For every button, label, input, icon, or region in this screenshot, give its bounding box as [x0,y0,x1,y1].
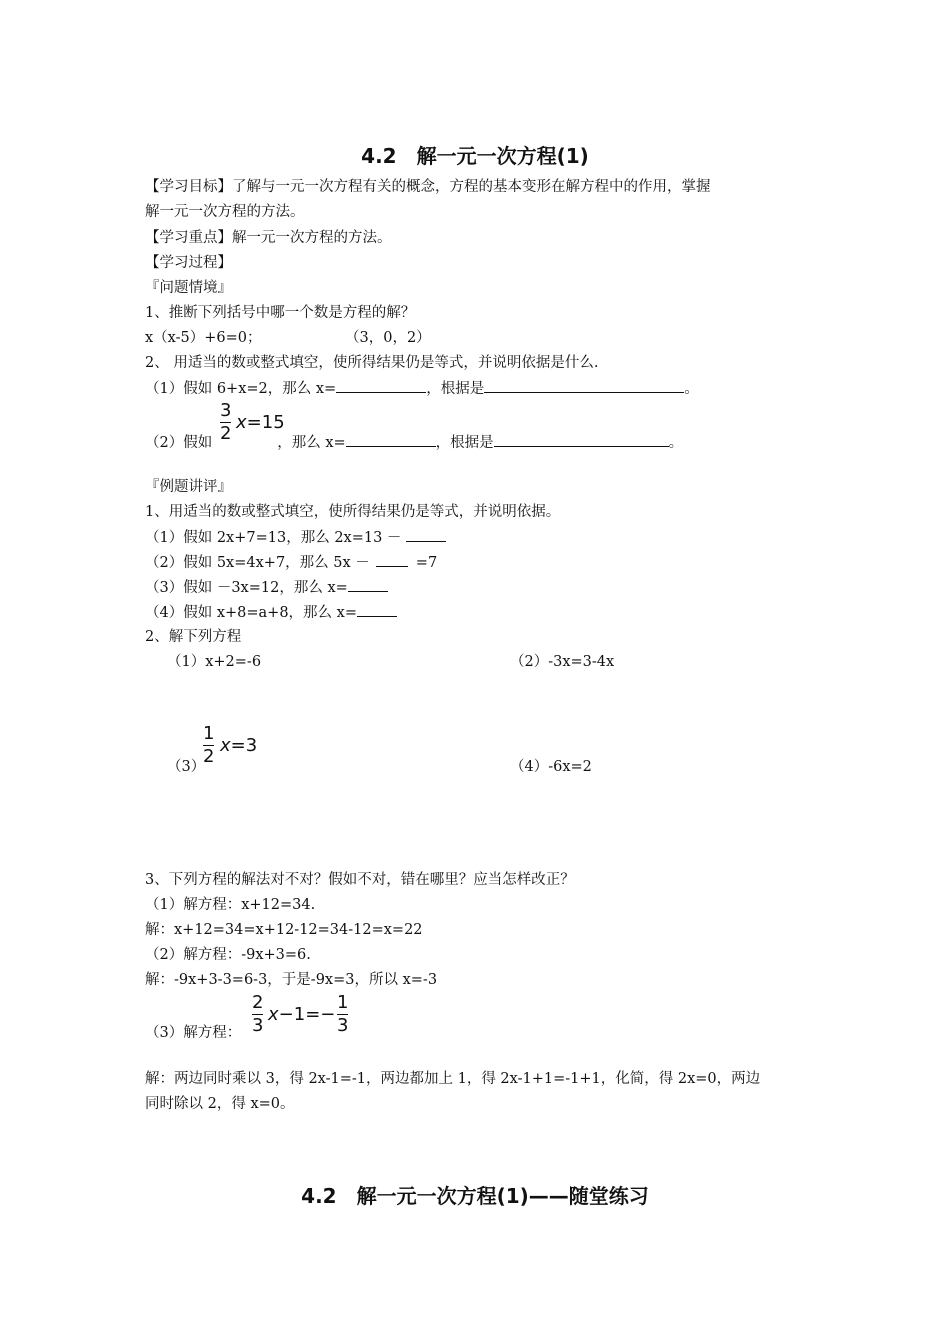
denominator: 2 [203,746,215,767]
numerator: 1 [203,723,215,744]
example-1-item-3 [145,577,388,598]
example-3-item-1: （1）解方程：x+12=34. [145,897,316,913]
example-1-item-1 [145,527,446,548]
example-3-item-2: （2）解方程：-9x+3=6. [145,947,311,963]
variable-x: x [268,1004,279,1025]
e1-2-text: （2）假如 5x=4x+7，那么 5x － [145,555,370,571]
example-2: 2、解下列方程 [145,629,242,645]
example-1-item-2 [145,552,437,573]
period: 。 [668,435,684,451]
e1-3-text: （3）假如 －3x=12，那么 x= [145,580,348,596]
numerator: 2 [252,992,264,1013]
examples-heading: 『例题讲评』 [145,479,232,495]
learning-goal-line-1: 【学习目标】了解与一元一次方程有关的概念，方程的基本变形在解方程中的作用，掌握 [145,179,711,195]
answer-blank[interactable] [376,552,408,567]
example-3-item-1-solution: 解：x+12=34=x+12-12=34-12=x=22 [145,922,423,938]
q2-2-text: （2）假如 [145,435,213,451]
answer-blank[interactable] [406,527,446,542]
denominator: 3 [337,1015,349,1036]
answer-blank[interactable] [357,602,397,617]
example-3-item-2-solution: 解：-9x+3-3=6-3，于是-9x=3，所以 x=-3 [145,972,438,988]
numerator: 1 [337,992,349,1013]
e1-1-text: （1）假如 2x+7=13，那么 2x=13 － [145,530,402,546]
example-1: 1、用适当的数或整式填空，使所得结果仍是等式，并说明依据。 [145,504,561,520]
example-3: 3、下列方程的解法对不对？假如不对，错在哪里？应当怎样改正？ [145,872,575,888]
fraction-1-over-2 [203,724,214,767]
question-2: 2、 用适当的数或整式填空，使所得结果仍是等式，并说明依据是什么. [145,355,599,371]
question-1: 1、推断下列括号中哪一个数是方程的解？ [145,305,416,321]
page-title: 4.2 解一元一次方程(1) [361,144,589,168]
numerator: 3 [220,400,232,421]
question-1-options: （3，0，2） [345,330,431,346]
q2-1-text: （1）假如 6+x=2，那么 x= [145,381,337,397]
denominator: 2 [220,423,232,444]
equation-x-equals-3 [220,736,257,756]
answer-blank[interactable] [348,577,388,592]
example-3-item-3-solution-line-1: 解：两边同时乘以 3，得 2x-1=-1，两边都加上 1，得 2x-1+1=-1+1，化简，得 2x=0，两边 [145,1071,761,1087]
example-2-item-4: （4）-6x=2 [510,759,592,775]
period: 。 [684,381,699,397]
reason-blank[interactable] [494,432,669,447]
equation-rhs: =15 [246,412,285,433]
example-2-item-2: （2）-3x=3-4x [510,654,615,670]
question-2-item-2 [145,432,683,453]
example-1-item-4 [145,602,397,623]
learning-process-heading: 【学习过程】 [145,255,232,271]
fraction-1-over-3 [337,993,348,1036]
answer-blank[interactable] [346,432,436,447]
q2-1-reason: ，根据是 [426,381,485,397]
problem-scenario-heading: 『问题情境』 [145,280,232,296]
example-2-item-1: （1）x+2=-6 [167,654,262,670]
learning-focus: 【学习重点】解一元一次方程的方法。 [145,230,392,246]
learning-goal-line-2: 解一元一次方程的方法。 [145,204,305,220]
e1-4-text: （4）假如 x+8=a+8，那么 x= [145,605,357,621]
variable-x: x [220,735,231,756]
question-2-item-1 [145,378,699,399]
answer-blank[interactable] [336,378,426,393]
practice-title: 4.2 解一元一次方程(1)——随堂练习 [301,1184,649,1208]
q2-2-then: ，那么 x= [277,435,346,451]
denominator: 3 [252,1015,264,1036]
equation-middle [268,1005,335,1025]
example-3-item-3: （3）解方程： [145,1025,242,1041]
equation-minus-one-equals-minus: −1=− [278,1004,336,1025]
variable-x: x [236,412,247,433]
e1-2-rhs: =7 [415,555,438,571]
equation-rhs: =3 [230,735,258,756]
q2-2-reason: ，根据是 [435,435,494,451]
example-2-item-3-label: （3） [167,759,206,775]
fraction-2-over-3 [252,993,263,1036]
example-3-item-3-solution-line-2: 同时除以 2，得 x=0。 [145,1096,295,1112]
question-1-equation: x（x-5）+6=0； [145,330,262,346]
reason-blank[interactable] [484,378,684,393]
equation-x-equals-15 [236,413,285,433]
